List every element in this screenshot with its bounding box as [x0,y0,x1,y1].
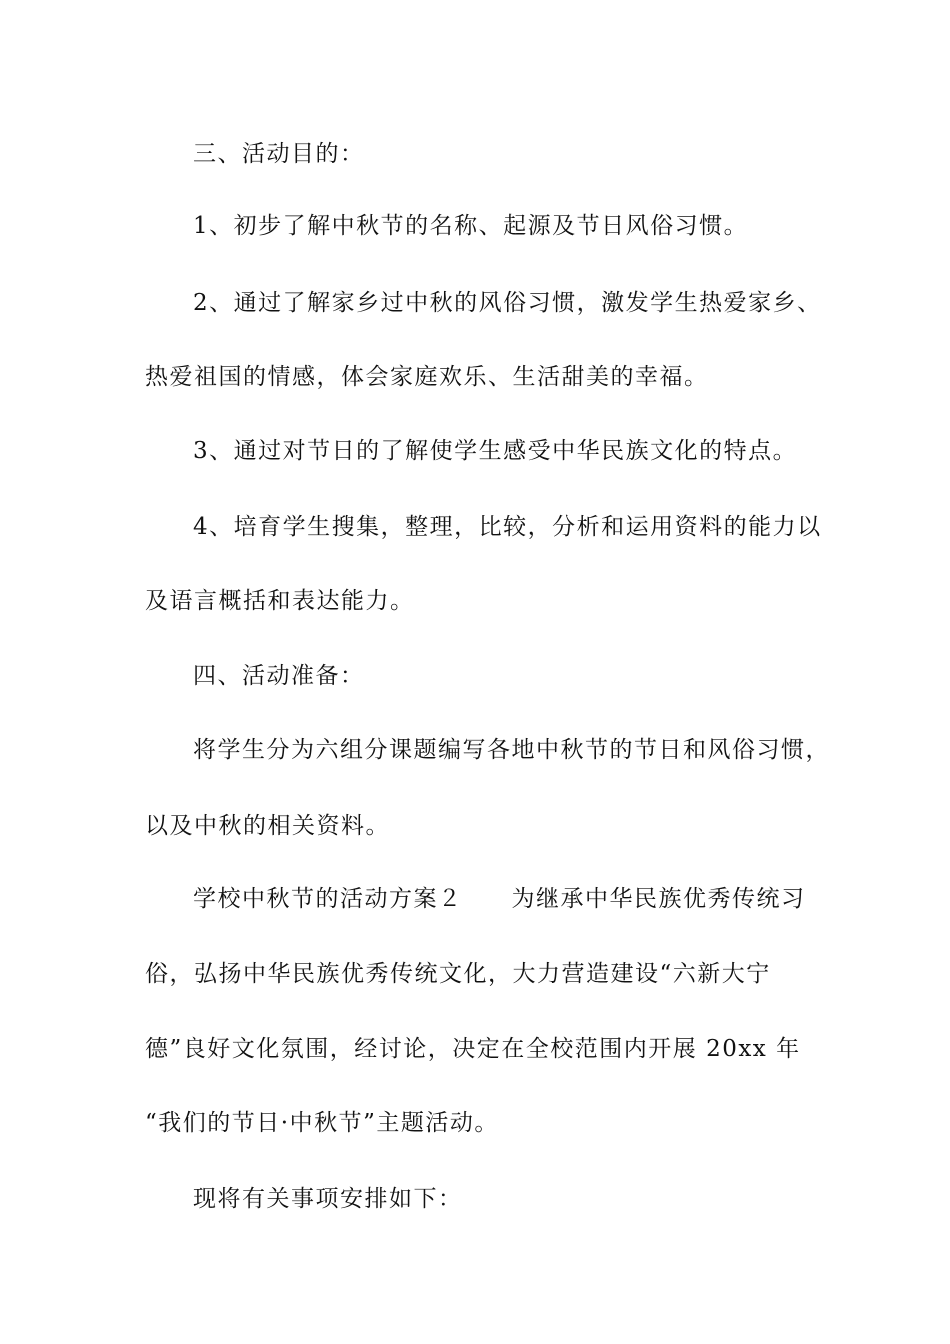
paragraph-line: 1、初步了解中秋节的名称、起源及节日风俗习惯。 [193,213,749,239]
section-heading-activity-prep: 四、活动准备： [193,663,365,689]
paragraph-line: 俗，弘扬中华民族优秀传统文化，大力营造建设“六新大宁 [145,961,771,987]
paragraph-line: 热爱祖国的情感，体会家庭欢乐、生活甜美的幸福。 [145,364,709,390]
paragraph-line: 学校中秋节的活动方案２ 为继承中华民族优秀传统习 [193,886,806,912]
paragraph-line: 2、通过了解家乡过中秋的风俗习惯，激发学生热爱家乡、 [193,290,822,316]
paragraph-line: 现将有关事项安排如下： [193,1186,463,1212]
paragraph-line: 以及中秋的相关资料。 [145,813,390,839]
paragraph-line: 及语言概括和表达能力。 [145,588,415,614]
paragraph-line: 3、通过对节日的了解使学生感受中华民族文化的特点。 [193,438,798,464]
paragraph-line: 4、培育学生搜集，整理，比较，分析和运用资料的能力以 [193,514,822,540]
paragraph-line: 德”良好文化氛围，经讨论，决定在全校范围内开展 20xx 年 [145,1036,801,1062]
paragraph-line: 将学生分为六组分课题编写各地中秋节的节日和风俗习惯， [193,737,830,763]
section-heading-activity-goals: 三、活动目的： [193,141,365,167]
paragraph-line: “我们的节日·中秋节”主题活动。 [145,1110,499,1136]
